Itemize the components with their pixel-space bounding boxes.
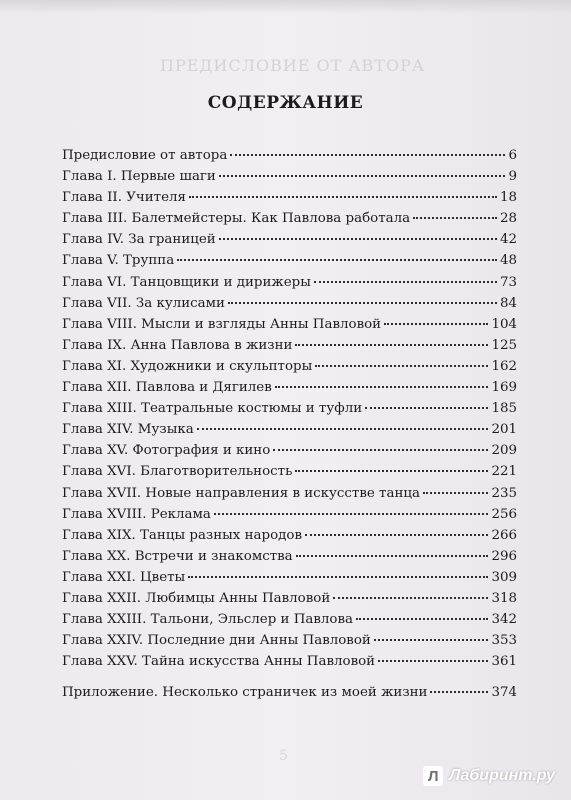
toc-entry-appendix: [62, 685, 517, 706]
toc-entry-title: Глава XVIII. Реклама: [62, 506, 211, 522]
dot-leader: [177, 259, 497, 261]
toc-entry-title: Глава I. Первые шаги: [62, 169, 216, 185]
dot-leader: [273, 449, 488, 451]
dot-leader: [315, 365, 488, 367]
toc-entry: [62, 338, 517, 359]
toc-entry-page: 125: [491, 337, 517, 353]
toc-entry-title: Глава XIV. Музыка: [62, 422, 194, 438]
dot-leader: [413, 217, 497, 219]
toc-entry-title: Глава XXI. Цветы: [62, 569, 186, 585]
toc-entry: [62, 507, 517, 528]
toc-entry-page: 185: [491, 401, 517, 417]
dot-leader: [295, 344, 488, 346]
toc-entry-page: 6: [508, 148, 517, 163]
toc-entry: [62, 296, 517, 317]
dot-leader: [384, 323, 488, 325]
toc-entry-page: 84: [499, 295, 517, 311]
toc-entry-title: Глава XX. Встречи и знакомства: [62, 548, 293, 564]
toc-entry-page: 169: [491, 380, 517, 396]
toc-entry-page: 374: [491, 685, 517, 701]
watermark: [423, 766, 555, 786]
toc-entry-page: 42: [499, 232, 517, 248]
toc-entry-page: 209: [491, 443, 517, 459]
toc-entry-page: 28: [499, 211, 517, 227]
toc-entry: [62, 253, 517, 274]
dot-leader: [219, 175, 506, 177]
dot-leader: [275, 386, 489, 388]
toc-entry-title: Глава IV. За границей: [62, 232, 216, 248]
dot-leader: [295, 470, 488, 472]
toc-entry-page: 342: [491, 612, 517, 628]
dot-leader: [228, 302, 497, 304]
toc-entry-title: Глава XXIII. Тальони, Эльслер и Павлова: [62, 612, 353, 628]
toc-entry-page: 296: [491, 548, 517, 564]
show-through-page-number: 5: [279, 748, 288, 764]
dot-leader: [356, 618, 488, 620]
toc-entry: [62, 443, 517, 464]
toc-entry: [62, 232, 517, 253]
dot-leader: [305, 534, 488, 536]
toc-entry: [62, 486, 517, 507]
toc-entry-page: 266: [491, 527, 517, 543]
toc-entry-page: 9: [508, 169, 517, 185]
toc-entry-page: 256: [491, 506, 517, 522]
toc-entry-title: Приложение. Несколько страничек из моей жизни: [62, 685, 428, 701]
labirint-logo-icon: Л: [423, 766, 443, 786]
toc-entry: [62, 570, 517, 591]
dot-leader: [365, 407, 488, 409]
toc-entry-title: Глава III. Балетмейстеры. Как Павлова работала: [62, 211, 411, 227]
dot-leader: [219, 238, 497, 240]
toc-entry-title: Глава XVII. Новые направления в искусстве танца: [62, 485, 420, 501]
toc-entry-title: Глава VIII. Мысли и взгляды Анны Павловой: [62, 316, 382, 332]
toc-entry-title: Глава VI. Танцовщики и дирижеры: [62, 274, 311, 290]
toc-entry-title: Глава XXII. Любимцы Анны Павловой: [62, 590, 331, 606]
toc-entry: [62, 422, 517, 443]
toc-entry-page: 353: [491, 633, 517, 649]
dot-leader: [296, 555, 489, 557]
toc-entry-title: Глава IX. Анна Павлова в жизни: [62, 337, 293, 353]
toc-entry: [62, 275, 517, 296]
dot-leader: [430, 691, 488, 693]
toc-entry-page: 235: [491, 485, 517, 501]
toc-entry-page: 309: [491, 569, 517, 585]
toc-entry-page: 361: [491, 654, 517, 670]
dot-leader: [378, 660, 488, 662]
page-top-shadow: [0, 0, 571, 14]
toc-entry-page: 318: [491, 590, 517, 606]
toc-entry: [62, 633, 517, 654]
toc-entry-title: Глава XI. Художники и скульпторы: [62, 358, 313, 374]
dot-leader: [197, 428, 489, 430]
toc-entry: [62, 528, 517, 549]
toc-entry: [62, 549, 517, 570]
toc-entry-page: 18: [499, 190, 517, 206]
toc-entry: [62, 317, 517, 338]
toc-entry: [62, 654, 517, 675]
toc-entry-title: Предисловие от автора: [62, 148, 228, 163]
toc-entry-page: 162: [491, 358, 517, 374]
toc-entry: [62, 612, 517, 633]
toc-entry-title: Глава XIX. Танцы разных народов: [62, 527, 303, 543]
page-title: СОДЕРЖАНИЕ: [207, 93, 364, 113]
toc-entry-title: Глава V. Труппа: [62, 253, 175, 269]
toc-entry-title: Глава XII. Павлова и Дягилев: [62, 380, 272, 396]
dot-leader: [374, 639, 489, 641]
toc-entry-page: 73: [499, 274, 517, 290]
dot-leader: [214, 513, 489, 515]
toc-entry-title: Глава XXV. Тайна искусства Анны Павловой: [62, 654, 376, 670]
toc-entry: [62, 148, 517, 169]
toc-entry-title: Глава XXIV. Последние дни Анны Павловой: [62, 633, 371, 649]
table-of-contents: [62, 148, 517, 706]
toc-entry: [62, 380, 517, 401]
toc-entry: [62, 211, 517, 232]
toc-entry-title: Глава XVI. Благотворительность: [62, 464, 293, 480]
dot-leader: [188, 576, 488, 578]
dot-leader: [189, 196, 497, 198]
toc-entry-page: 48: [499, 253, 517, 269]
watermark-text: Лабиринт.ру: [449, 767, 555, 784]
show-through-title: ПРЕДИСЛОВИЕ ОТ АВТОРА: [160, 56, 425, 75]
toc-entry: [62, 190, 517, 211]
toc-entry-page: 221: [491, 464, 517, 480]
dot-leader: [423, 492, 488, 494]
toc-entry-page: 201: [491, 422, 517, 438]
toc-entry: [62, 169, 517, 190]
toc-entry: [62, 401, 517, 422]
toc-entry-page: 104: [491, 316, 517, 332]
toc-entry-title: Глава VII. За кулисами: [62, 295, 225, 311]
toc-entry: [62, 464, 517, 485]
toc-entry: [62, 591, 517, 612]
toc-entry-title: Глава XIII. Театральные костюмы и туфли: [62, 401, 363, 417]
toc-entry-title: Глава XV. Фотография и кино: [62, 443, 271, 459]
toc-entry: [62, 359, 517, 380]
toc-entry-title: Глава II. Учителя: [62, 190, 186, 206]
dot-leader: [314, 281, 497, 283]
dot-leader: [230, 154, 505, 156]
dot-leader: [333, 597, 488, 599]
